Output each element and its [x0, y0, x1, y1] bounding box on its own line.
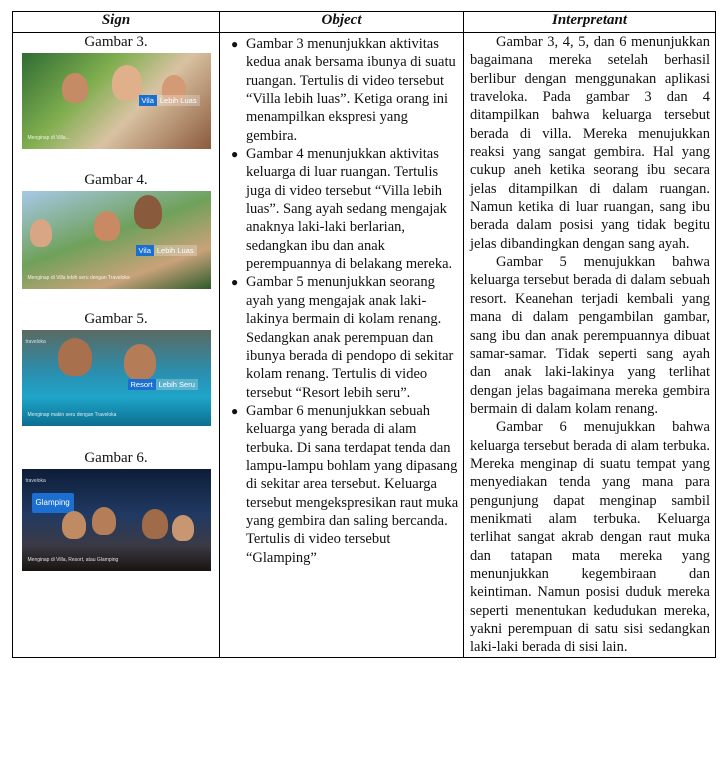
video-subtitle: Menginap di Villa lebih seru dengan Traveloka — [27, 274, 130, 281]
father-figure — [142, 509, 168, 539]
table-row — [13, 33, 716, 658]
bullet-icon: ● — [231, 147, 239, 162]
sign-column — [13, 33, 220, 658]
father-figure — [124, 344, 156, 380]
mother-figure — [62, 511, 86, 539]
interpretant-column — [464, 33, 716, 658]
figure-caption-5: Gambar 5. — [84, 311, 148, 327]
header-object: Object — [220, 12, 464, 33]
video-still-3 — [22, 53, 211, 149]
semiotic-analysis-table — [12, 11, 716, 658]
interpretant-paragraph: Gambar 5 menujukkan bahwa keluarga tersebut berada di dalam sebuah resort. Keanehan terjadi kembali yang mana di dalam pengambilan gambar, sang ibu dan anak perempuannya dibuat samar-samar. Tidak seperti sang ayah dan anak laki-lakinya yang terlihat dengan jelas bagaimana mereka gembira bermain di dalam kolam renang. — [470, 254, 710, 417]
traveloka-logo: traveloka — [25, 478, 46, 484]
video-subtitle: Menginap di Villa, Resort, atau Glamping — [27, 556, 119, 563]
object-item: ● Gambar 6 menunjukkan sebuah keluarga yang berada di alam terbuka. Di sana terdapat tenda dan lampu-lampu bohlam yang dipasang di sekitar area tersebut. Keluarga tersebut mengekspresikan raut muka yang gembira dan saling bercanda. Tertulis di video tersebut “Glamping” — [231, 402, 459, 566]
interpretant-paragraph: Gambar 3, 4, 5, dan 6 menunjukkan bagaimana mereka setelah berhasil berlibur dengan menggunakan aplikasi traveloka. Pada gambar 3 dan 4 ditampilkan bahwa keluarga tersebut berada di villa. Mereka menujukkan reaksi yang sangat gembira. Hal yang cukup aneh ketika seorang ibu secara jelas ditampilkan di dalam ruangan. Namun ketika di luar ruangan, sang ibu berada dalam posisi yang tidak begitu jelas dibandingkan dengan sang ayah. — [470, 34, 710, 252]
daughter-figure — [92, 507, 116, 535]
son-figure — [58, 338, 92, 376]
son-figure — [94, 211, 120, 241]
video-still-4 — [22, 191, 211, 289]
video-subtitle: Menginap makin seru dengan Traveloka — [27, 411, 117, 418]
figure-caption-6: Gambar 6. — [84, 450, 148, 466]
video-still-6 — [22, 469, 211, 571]
video-still-5 — [22, 330, 211, 426]
mother-figure — [30, 219, 52, 247]
son-figure — [172, 515, 194, 541]
video-overlay-text: Glamping — [32, 493, 74, 513]
object-item: ● Gambar 3 menunjukkan aktivitas kedua anak bersama ibunya di suatu ruangan. Tertulis di video tersebut “Villa lebih luas”. Ketiga orang ini menampilkan ekspresi yang gembira. — [231, 36, 456, 144]
bullet-icon: ● — [231, 37, 239, 51]
header-sign: Sign — [13, 12, 220, 33]
object-item: ● Gambar 4 menunjukkan aktivitas keluarga di luar ruangan. Tertulis juga di video tersebut “Villa lebih luas”. Sang ayah sedang mengajak anaknya laki-laki berlarian, sedangkan ibu dan anak perempuannya di belakang mereka. — [231, 146, 453, 273]
video-subtitle: Menginap di Villa... — [27, 134, 70, 141]
figure-caption-3: Gambar 3. — [84, 34, 148, 50]
video-overlay-text: Vila Lebih Luas — [139, 95, 200, 106]
mother-figure — [112, 65, 142, 101]
traveloka-logo: traveloka — [25, 339, 46, 345]
video-overlay-text: Resort Lebih Seru — [128, 379, 198, 390]
object-column — [220, 33, 464, 658]
object-list — [220, 35, 459, 567]
header-interpretant: Interpretant — [464, 12, 716, 33]
object-item: ● Gambar 5 menunjukkan seorang ayah yang mengajak anak laki-lakinya bermain di kolam renang. Sedangkan anak perempuan dan ibunya berada di pendopo di sekitar kolam renang. Tertulis di video tersebut “Resort lebih seru”. — [231, 274, 454, 401]
video-overlay-text: Vila Lebih Luas — [136, 245, 197, 256]
table-header-row — [13, 12, 716, 33]
bullet-icon: ● — [231, 403, 239, 418]
father-figure — [134, 195, 162, 229]
interpretant-paragraph: Gambar 6 menujukkan bahwa keluarga tersebut berada di alam terbuka. Mereka menginap di suatu tempat yang menyediakan tenda yang mana para pengunjung dapat menginap sambil menikmati alam terbuka. Keluarga terlihat sangat akrab dengan raut muka dan tatapan mata mereka yang menunjukkan kegembiraan dan keintiman. Namun posisi duduk mereka seperti menentukan kedudukan mereka, yakni perempuan di satu sisi sedangkan laki-laki berada di sisi lain. — [470, 419, 710, 656]
bullet-icon: ● — [231, 275, 239, 290]
figure-caption-4: Gambar 4. — [84, 172, 148, 188]
child-figure — [62, 73, 88, 103]
